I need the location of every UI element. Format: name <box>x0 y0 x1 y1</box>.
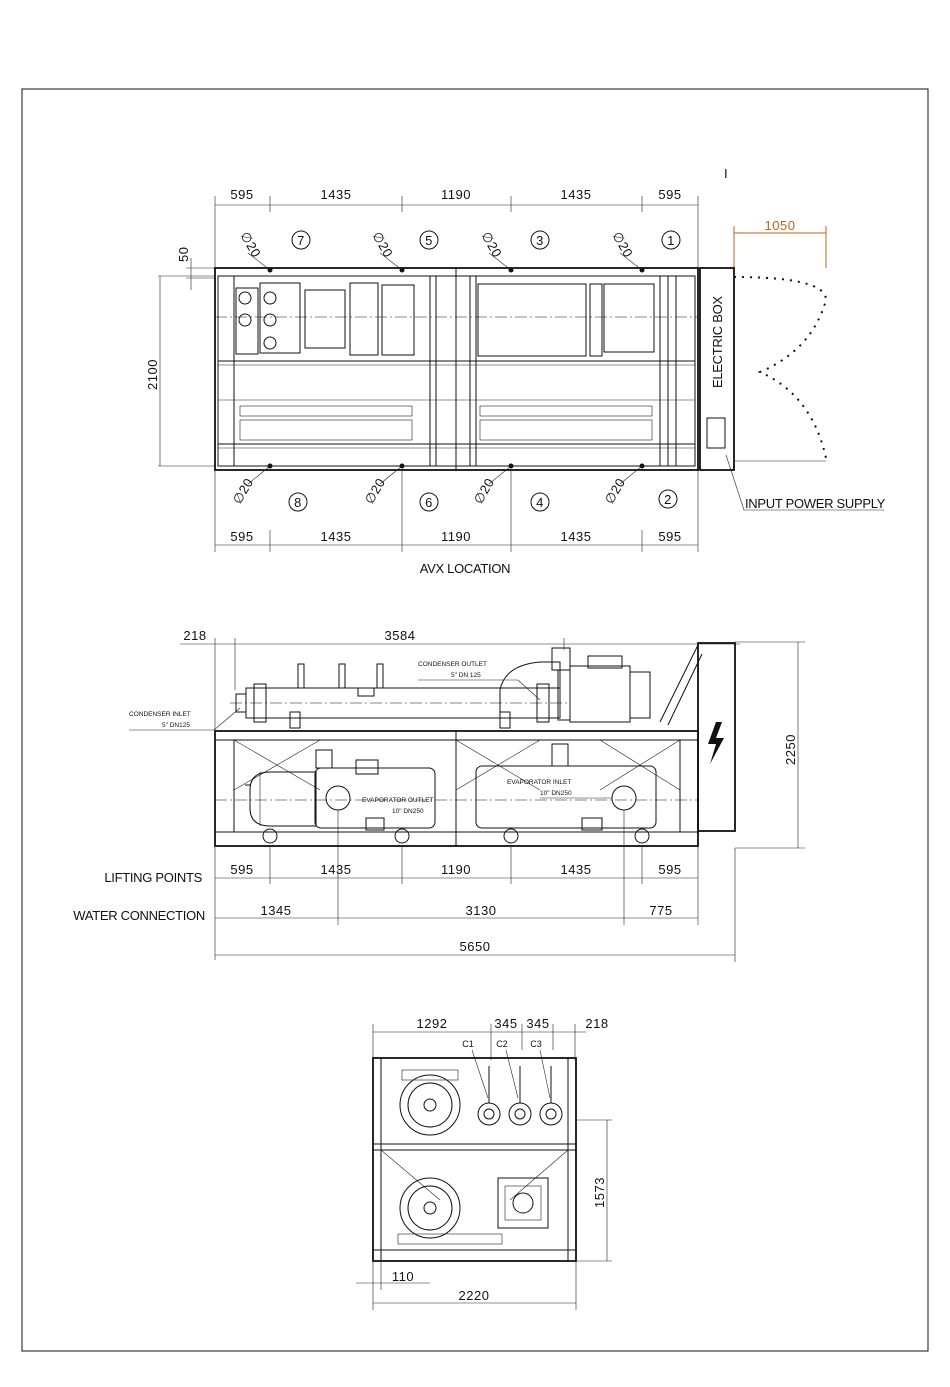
height-value: 2100 <box>145 359 160 390</box>
water-dim-3: 775 <box>649 903 673 918</box>
point-4: 4 <box>536 495 544 510</box>
offset-dim <box>176 247 215 290</box>
hole-label-1: ∅20 <box>609 229 637 261</box>
condenser-outlet-label: CONDENSER OUTLET <box>418 661 487 668</box>
hole-label-6: ∅20 <box>361 475 389 507</box>
evaporator-outlet-size: 10" DN250 <box>392 808 424 815</box>
end-width: 2220 <box>458 1288 490 1303</box>
side-height: 2250 <box>783 734 798 765</box>
end-dim-4: 218 <box>585 1016 609 1031</box>
hole-label-4: ∅20 <box>470 475 498 507</box>
side-offset: 218 <box>183 628 207 643</box>
dim-bottom-2: 1435 <box>320 529 352 544</box>
dim-top-4: 1435 <box>560 187 592 202</box>
compressor-c2: C2 <box>496 1039 508 1049</box>
lower-compressor <box>245 772 316 826</box>
end-evaporator <box>498 1178 548 1228</box>
dim-top-2: 1435 <box>320 187 352 202</box>
point-2: 2 <box>664 492 672 507</box>
lift-dim-4: 1435 <box>560 862 592 877</box>
end-dim-3: 345 <box>526 1016 550 1031</box>
end-dim-1: 1292 <box>416 1016 448 1031</box>
hole-label-3: ∅20 <box>478 229 506 261</box>
dim-bottom-3: 1190 <box>441 529 471 544</box>
top-view <box>145 187 886 576</box>
valve-c3 <box>540 1103 562 1125</box>
sheet-border <box>22 89 928 1351</box>
dim-top-3: 1190 <box>441 187 471 202</box>
lift-dim-3: 1190 <box>441 862 471 877</box>
lift-dim-2: 1435 <box>320 862 352 877</box>
dim-bottom-1: 595 <box>230 529 254 544</box>
evaporator-outlet-label: EVAPORATOR OUTLET <box>362 797 434 804</box>
point-1: 1 <box>667 233 675 248</box>
compressor-c1: C1 <box>462 1039 474 1049</box>
water-dim-2: 3130 <box>465 903 497 918</box>
dim-bottom-4: 1435 <box>560 529 592 544</box>
hole-label-8: ∅20 <box>229 475 257 507</box>
side-view <box>73 628 805 962</box>
input-power-label: INPUT POWER SUPPLY <box>745 496 886 511</box>
valve-c1 <box>478 1103 500 1125</box>
side-electric-box <box>698 643 735 831</box>
top-view-caption: AVX LOCATION <box>419 561 511 576</box>
end-compressor-lower <box>400 1178 460 1238</box>
point-7: 7 <box>297 233 305 248</box>
valve-c2 <box>509 1103 531 1125</box>
hole-label-2: ∅20 <box>601 475 629 507</box>
electric-box-label: ELECTRIC BOX <box>710 296 725 388</box>
end-view <box>356 1016 612 1310</box>
door-clearance-value: 1050 <box>764 218 796 233</box>
dim-bottom-5: 595 <box>658 529 682 544</box>
point-3: 3 <box>536 233 544 248</box>
end-frame <box>373 1058 576 1261</box>
lower-frame <box>215 731 698 846</box>
upper-compressor <box>500 645 702 725</box>
electric-box <box>700 268 826 470</box>
door-clearance-dim <box>734 218 826 268</box>
lifting-holes <box>248 253 645 484</box>
point-5: 5 <box>425 233 433 248</box>
point-markers <box>289 231 680 511</box>
end-dim-2: 345 <box>494 1016 518 1031</box>
side-length: 3584 <box>384 628 416 643</box>
end-offset: 110 <box>391 1269 415 1284</box>
lifting-points-label: LIFTING POINTS <box>104 870 202 885</box>
lift-dim-1: 595 <box>230 862 254 877</box>
height-dim <box>145 276 215 466</box>
point-6: 6 <box>425 495 433 510</box>
end-compressor-upper <box>400 1075 460 1135</box>
offset-value: 50 <box>176 246 191 262</box>
evaporator-inlet-size: 10" DN250 <box>540 790 572 797</box>
condenser-inlet-label: CONDENSER INLET <box>129 711 191 718</box>
condenser-inlet-size: 5" DN125 <box>162 722 190 729</box>
compressor-c3: C3 <box>530 1039 542 1049</box>
water-dim-1: 1345 <box>260 903 292 918</box>
lift-dim-5: 595 <box>658 862 682 877</box>
dim-top-5: 595 <box>658 187 682 202</box>
end-height: 1573 <box>592 1177 607 1208</box>
dim-top-1: 595 <box>230 187 254 202</box>
condenser-outlet-size: 5" DN 125 <box>451 672 481 679</box>
evaporator-inlet-label: EVAPORATOR INLET <box>507 779 572 786</box>
revision-marker: I <box>724 166 729 181</box>
hole-label-5: ∅20 <box>369 229 397 261</box>
water-connection-label: WATER CONNECTION <box>73 908 205 923</box>
total-length: 5650 <box>459 939 491 954</box>
point-8: 8 <box>294 495 302 510</box>
hole-label-7: ∅20 <box>237 229 265 261</box>
